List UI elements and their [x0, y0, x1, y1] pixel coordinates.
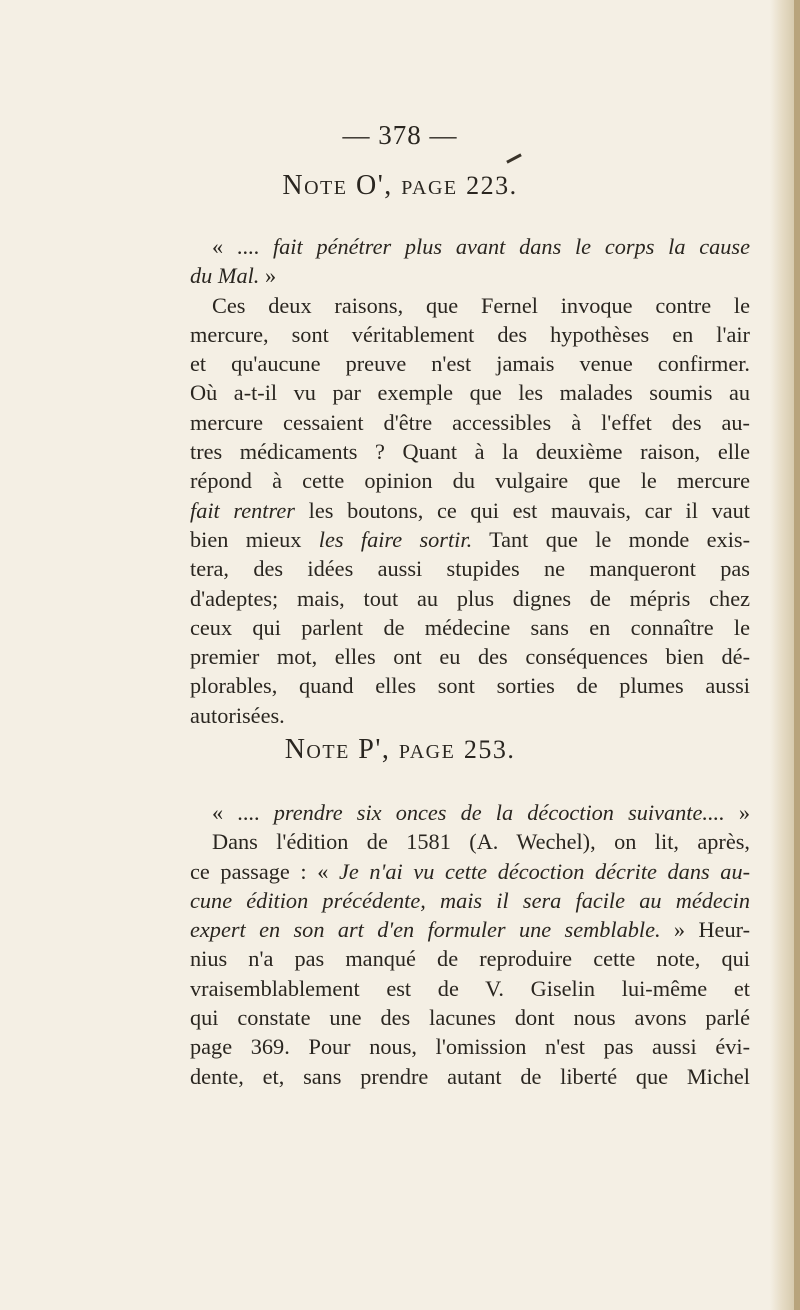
- note-o-heading-number: 223.: [466, 171, 518, 200]
- text-line: mercure cessaient d'être accessibles à l'effet des au-: [190, 409, 750, 435]
- text-line: Dans l'édition de 1581 (A. Wechel), on lit, après,: [212, 829, 750, 855]
- page-number: — 378 —: [342, 120, 458, 150]
- text-line: fait rentrer les boutons, ce qui est mauvais, car il vaut: [190, 497, 750, 523]
- text-line: répond à cette opinion du vulgaire que le mercure: [190, 468, 750, 494]
- text-line: nius n'a pas manqué de reproduire cette note, qui: [190, 946, 750, 972]
- text-line: tera, des idées aussi stupides ne manqueront pas: [190, 556, 750, 582]
- text-line: vraisemblablement est de V. Giselin lui-même et: [190, 975, 750, 1001]
- text-line: qui constate une des lacunes dont nous avons parlé: [190, 1005, 750, 1031]
- note-p-heading-page: page: [398, 734, 456, 765]
- text-line: autorisées.: [190, 702, 285, 728]
- text-line: Ces deux raisons, que Fernel invoque contre le: [212, 292, 750, 318]
- text-line: mercure, sont véritablement des hypothèses en l'air: [190, 321, 750, 347]
- text-line: bien mieux les faire sortir. Tant que le monde exis-: [190, 526, 750, 552]
- text-line: ce passage : « Je n'ai vu cette décoction décrite dans au-: [190, 858, 751, 884]
- text-line: expert en son art d'en formuler une semblable. » Heur-: [190, 917, 750, 943]
- text-line: tres médicaments ? Quant à la deuxième raison, elle: [190, 439, 750, 465]
- text-line: et qu'aucune preuve n'est jamais venue confirmer.: [190, 351, 750, 377]
- note-o-quote-line-1: « .... fait pénétrer plus avant dans le corps la cause: [212, 234, 750, 259]
- note-o-heading: [0, 170, 800, 202]
- text-line: ceux qui parlent de médecine sans en connaître le: [190, 614, 750, 640]
- note-o-heading-letter: O',: [355, 170, 393, 201]
- text-line: dente, et, sans prendre autant de liberté que Michel: [190, 1063, 750, 1089]
- note-o-heading-page: page: [401, 170, 458, 201]
- text-line: d'adeptes; mais, tout au plus dignes de mépris chez: [190, 585, 750, 611]
- text-line: plorables, quand elles sont sorties de plumes aussi: [190, 673, 750, 699]
- text-line: page 369. Pour nous, l'omission n'est pas aussi évi-: [190, 1034, 750, 1060]
- note-p-quote-line: « .... prendre six onces de la décoction suivante.... »: [212, 800, 750, 825]
- text-line: Où a-t-il vu par exemple que les malades soumis au: [190, 380, 750, 406]
- note-p-heading-number: 253.: [463, 735, 516, 764]
- text-line: premier mot, elles ont eu des conséquences bien dé-: [190, 644, 750, 670]
- note-p-heading-note: Note: [284, 734, 350, 765]
- note-o-text: [190, 232, 750, 730]
- text-line: cune édition précédente, mais il sera facile au médecin: [190, 887, 750, 913]
- note-p-heading: [0, 734, 800, 766]
- note-o-heading-note: Note: [282, 170, 348, 201]
- note-p-heading-letter: P',: [358, 734, 391, 765]
- ink-mark: [506, 153, 522, 163]
- note-p-text: [190, 798, 750, 1091]
- note-o-quote-line-2: du Mal. »: [190, 263, 277, 289]
